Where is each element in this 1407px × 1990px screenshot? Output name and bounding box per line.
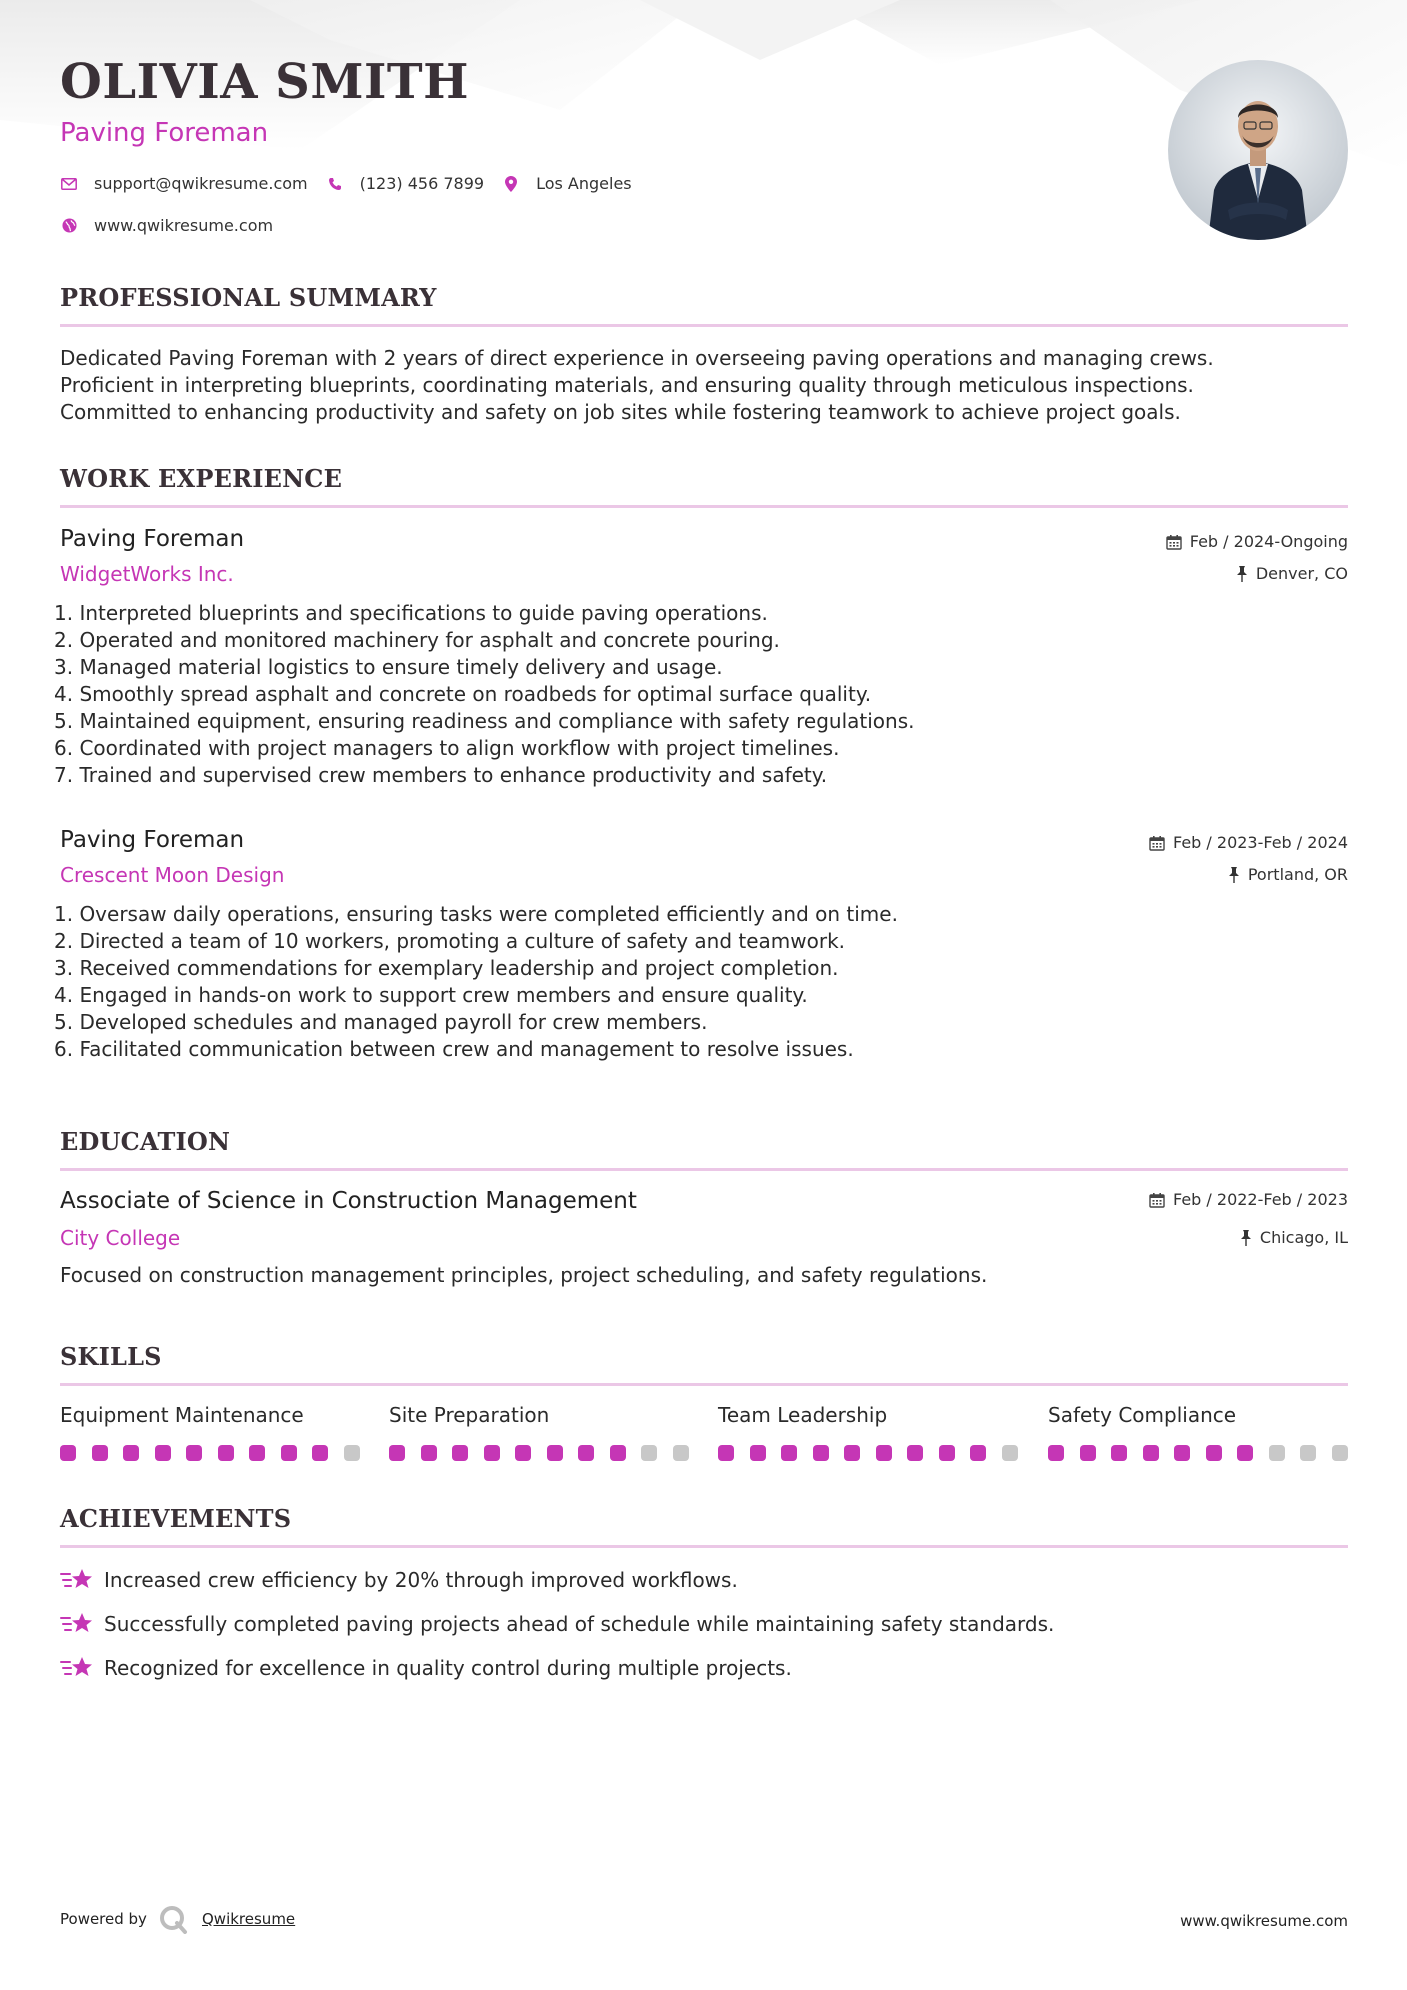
list-item: 5. Maintained equipment, ensuring readiness and compliance with safety regulations. (54, 709, 915, 733)
location-text: Denver, CO (1255, 564, 1348, 583)
contact-location (502, 174, 632, 193)
skill-rating (718, 1445, 1018, 1461)
skill-dot-filled (813, 1445, 829, 1461)
education-heading: EDUCATION (60, 1127, 231, 1156)
job-location (1236, 566, 1348, 582)
skill-name: Equipment Maintenance (60, 1403, 304, 1427)
list-item: 2. Directed a team of 10 workers, promoting a culture of safety and teamwork. (54, 929, 846, 953)
skill-dot-filled (281, 1445, 297, 1461)
section-divider (60, 505, 1348, 508)
email-text: support@qwikresume.com (94, 174, 308, 193)
skill-dot-filled (452, 1445, 468, 1461)
job-bullets (54, 600, 914, 789)
company-name: Crescent Moon Design (60, 863, 285, 887)
skill-dot-filled (844, 1445, 860, 1461)
phone-icon (326, 175, 344, 193)
shooting-star-icon (60, 1610, 94, 1638)
skill-dot-filled (312, 1445, 328, 1461)
list-item: 6. Facilitated communication between crew and management to resolve issues. (54, 1037, 854, 1061)
skill-dot-filled (1048, 1445, 1064, 1461)
skill-dot-filled (421, 1445, 437, 1461)
skill-dot-filled (218, 1445, 234, 1461)
degree-title: Associate of Science in Construction Management (60, 1188, 637, 1214)
achievement-item (60, 1610, 1054, 1638)
skill-dot-filled (389, 1445, 405, 1461)
skill-dot-empty (344, 1445, 360, 1461)
contact-email[interactable] (60, 174, 308, 193)
skill-item (1048, 1405, 1348, 1425)
qwikresume-logo-icon (158, 1904, 188, 1934)
skill-dot-filled (1174, 1445, 1190, 1461)
education-location (1240, 1230, 1348, 1246)
achievement-item (60, 1654, 792, 1682)
website-text: www.qwikresume.com (94, 216, 274, 235)
skill-rating (60, 1445, 360, 1461)
skill-dot-filled (876, 1445, 892, 1461)
job-dates (1149, 835, 1348, 851)
list-item: 3. Received commendations for exemplary leadership and project completion. (54, 956, 839, 980)
skill-dot-filled (515, 1445, 531, 1461)
list-item: 4. Smoothly spread asphalt and concrete on roadbeds for optimal surface quality. (54, 682, 872, 706)
envelope-icon (60, 175, 78, 193)
skill-dot-filled (750, 1445, 766, 1461)
skills-heading: SKILLS (60, 1342, 162, 1371)
dates-text: Feb / 2022-Feb / 2023 (1173, 1190, 1348, 1209)
shooting-star-icon (60, 1654, 94, 1682)
skill-dot-empty (641, 1445, 657, 1461)
list-item: 2. Operated and monitored machinery for asphalt and concrete pouring. (54, 628, 780, 652)
pushpin-icon (1228, 867, 1240, 883)
skill-rating (1048, 1445, 1348, 1461)
skill-dot-filled (1111, 1445, 1127, 1461)
section-divider (60, 1168, 1348, 1171)
dates-text: Feb / 2024-Ongoing (1189, 532, 1348, 551)
skill-rating (389, 1445, 689, 1461)
education-description: Focused on construction management principles, project scheduling, and safety regulations. (60, 1263, 988, 1287)
education-section (60, 1127, 1348, 1171)
skill-dot-empty (1002, 1445, 1018, 1461)
contact-row-2 (60, 216, 291, 235)
skill-item (389, 1405, 689, 1425)
list-item: 5. Developed schedules and managed payroll for crew members. (54, 1010, 708, 1034)
job-title: Paving Foreman (60, 526, 245, 552)
map-pin-icon (502, 175, 520, 193)
skill-dot-empty (1300, 1445, 1316, 1461)
company-name: WidgetWorks Inc. (60, 562, 234, 586)
job-location (1228, 867, 1348, 883)
skill-dot-filled (610, 1445, 626, 1461)
skill-name: Safety Compliance (1048, 1403, 1237, 1427)
skill-dot-filled (484, 1445, 500, 1461)
skill-dot-filled (1237, 1445, 1253, 1461)
experience-section (60, 464, 1348, 508)
calendar-icon (1149, 835, 1165, 851)
pushpin-icon (1240, 1230, 1252, 1246)
section-divider (60, 324, 1348, 327)
skill-dot-filled (155, 1445, 171, 1461)
contact-phone[interactable] (326, 174, 484, 193)
skill-dot-filled (92, 1445, 108, 1461)
brand-link[interactable]: Qwikresume (202, 1910, 296, 1928)
location-text: Portland, OR (1247, 865, 1348, 884)
skill-dot-filled (781, 1445, 797, 1461)
profile-photo (1168, 60, 1348, 240)
location-text: Los Angeles (536, 174, 632, 193)
dates-text: Feb / 2023-Feb / 2024 (1173, 833, 1348, 852)
skill-dot-filled (970, 1445, 986, 1461)
skill-dot-filled (547, 1445, 563, 1461)
job-bullets (54, 901, 898, 1063)
school-name: City College (60, 1226, 181, 1250)
globe-icon (60, 217, 78, 235)
skill-dot-empty (1332, 1445, 1348, 1461)
skill-dot-empty (673, 1445, 689, 1461)
footer-website[interactable]: www.qwikresume.com (1180, 1912, 1348, 1930)
skill-dot-filled (907, 1445, 923, 1461)
candidate-title: Paving Foreman (60, 118, 269, 148)
skill-dot-empty (1269, 1445, 1285, 1461)
achievements-heading: ACHIEVEMENTS (60, 1504, 292, 1533)
skill-dot-filled (186, 1445, 202, 1461)
summary-text (60, 345, 1348, 426)
pushpin-icon (1236, 566, 1248, 582)
shooting-star-icon (60, 1566, 94, 1594)
list-item: 1. Interpreted blueprints and specifications to guide paving operations. (54, 601, 768, 625)
section-divider (60, 1383, 1348, 1386)
skills-section (60, 1342, 1348, 1386)
skill-dot-filled (939, 1445, 955, 1461)
list-item: 3. Managed material logistics to ensure timely delivery and usage. (54, 655, 723, 679)
phone-text: (123) 456 7899 (359, 174, 485, 193)
calendar-icon (1166, 534, 1182, 550)
achievements-section (60, 1504, 1348, 1548)
summary-heading: PROFESSIONAL SUMMARY (60, 283, 437, 312)
skill-dot-filled (578, 1445, 594, 1461)
job-title: Paving Foreman (60, 827, 245, 853)
achievement-text: Successfully completed paving projects ahead of schedule while maintaining safety standards. (104, 1612, 1055, 1636)
list-item: 4. Engaged in hands-on work to support crew members and ensure quality. (54, 983, 808, 1007)
section-divider (60, 1545, 1348, 1548)
contact-row-1 (60, 174, 650, 193)
skill-item (718, 1405, 1018, 1425)
skill-name: Team Leadership (718, 1403, 888, 1427)
skill-dot-filled (718, 1445, 734, 1461)
location-text: Chicago, IL (1259, 1228, 1348, 1247)
calendar-icon (1149, 1192, 1165, 1208)
contact-website[interactable] (60, 216, 273, 235)
summary-line: Dedicated Paving Foreman with 2 years of direct experience in overseeing paving operations and managing crews. (60, 346, 1214, 370)
skill-name: Site Preparation (389, 1403, 550, 1427)
achievement-item (60, 1566, 738, 1594)
list-item: 1. Oversaw daily operations, ensuring tasks were completed efficiently and on time. (54, 902, 898, 926)
skill-dot-filled (1206, 1445, 1222, 1461)
education-dates (1149, 1192, 1348, 1208)
skill-dot-filled (60, 1445, 76, 1461)
powered-by-label: Powered by (60, 1910, 147, 1928)
list-item: 6. Coordinated with project managers to align workflow with project timelines. (54, 736, 840, 760)
job-dates (1166, 534, 1348, 550)
skill-item (60, 1405, 360, 1425)
summary-section (60, 283, 1348, 426)
experience-heading: WORK EXPERIENCE (60, 464, 343, 493)
skill-dot-filled (1080, 1445, 1096, 1461)
skill-dot-filled (249, 1445, 265, 1461)
skill-dot-filled (123, 1445, 139, 1461)
summary-line: Proficient in interpreting blueprints, coordinating materials, and ensuring quality through meticulous inspections. (60, 373, 1194, 397)
candidate-name: OLIVIA SMITH (60, 54, 469, 110)
footer (60, 1904, 1348, 1934)
achievement-text: Increased crew efficiency by 20% through improved workflows. (104, 1568, 738, 1592)
summary-line: Committed to enhancing productivity and safety on job sites while fostering teamwork to achieve project goals. (60, 400, 1181, 424)
skill-dot-filled (1143, 1445, 1159, 1461)
achievement-text: Recognized for excellence in quality control during multiple projects. (104, 1656, 792, 1680)
list-item: 7. Trained and supervised crew members to enhance productivity and safety. (54, 763, 828, 787)
